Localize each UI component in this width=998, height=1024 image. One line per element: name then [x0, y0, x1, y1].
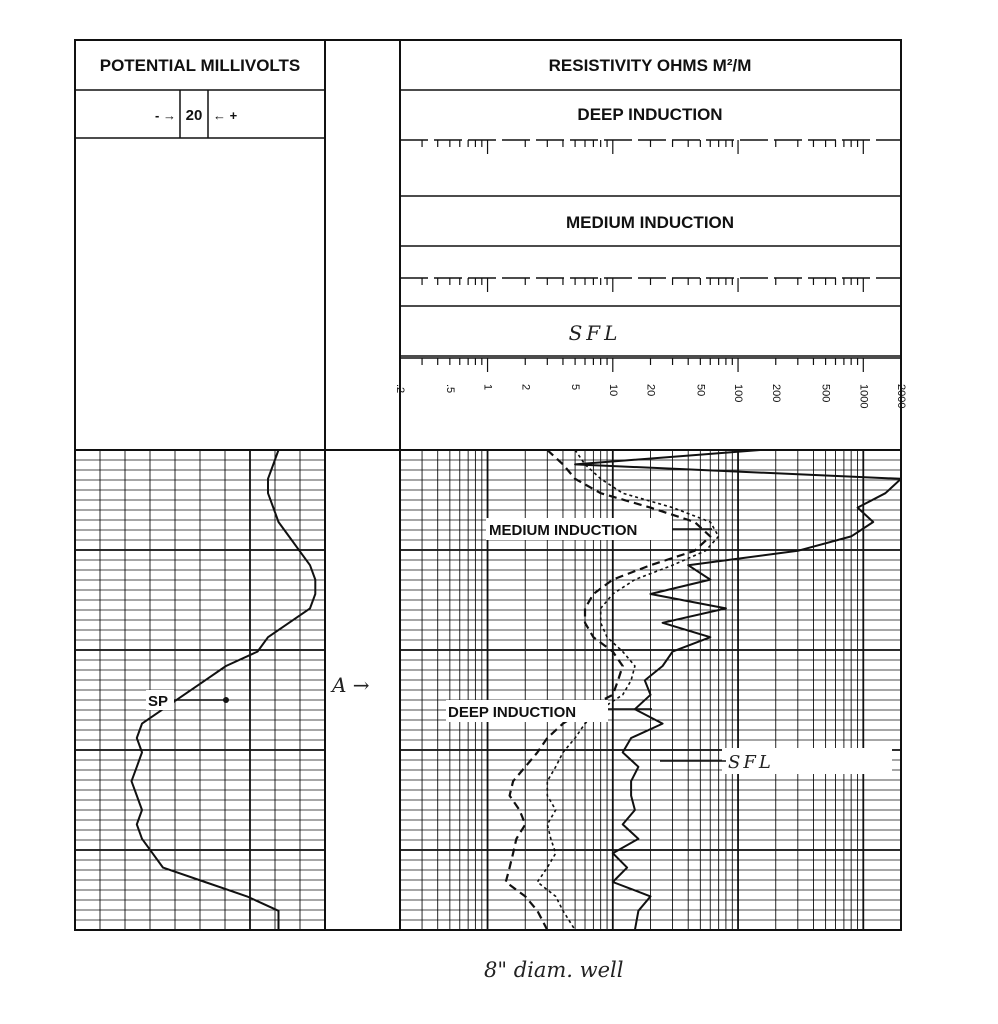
- sp-scale-value: 20: [185, 107, 203, 124]
- sp-grid: [75, 450, 325, 930]
- tick-label: 200: [769, 384, 782, 403]
- scale-bars: [400, 140, 901, 372]
- tick-label: 2: [519, 384, 532, 391]
- sp-scale-plus: ← +: [213, 108, 238, 123]
- medium-induction-label: MEDIUM INDUCTION: [489, 522, 638, 539]
- sp-scale-minus: - →: [155, 108, 176, 123]
- resistivity-track-header: RESISTIVITY OHMS M²/M: [548, 56, 752, 75]
- tick-label: 500: [819, 384, 832, 403]
- sfl-label: SFL: [728, 752, 774, 773]
- tick-label: 5: [569, 384, 582, 391]
- tick-label: 2000: [895, 384, 908, 409]
- deep-induction-subheader: DEEP INDUCTION: [577, 105, 723, 124]
- tick-label: 100: [732, 384, 745, 403]
- tick-label: .2: [394, 384, 407, 394]
- tick-labels: [394, 384, 907, 408]
- depth-marker-a: A →: [332, 673, 370, 697]
- sp-label: SP: [148, 693, 169, 710]
- tick-label: .5: [443, 384, 456, 394]
- sfl-subheader: SFL: [568, 321, 622, 345]
- curve-annotations: [146, 518, 892, 774]
- deep-induction-label: DEEP INDUCTION: [448, 704, 577, 721]
- tick-label: 1: [481, 384, 494, 391]
- sp-track-header: POTENTIAL MILLIVOLTS: [99, 56, 301, 75]
- tick-label: 50: [694, 384, 707, 397]
- tick-label: 1000: [857, 384, 870, 409]
- caption: 8" diam. well: [484, 958, 624, 982]
- tick-label: 20: [644, 384, 657, 397]
- tick-label: 10: [606, 384, 619, 397]
- medium-induction-subheader: MEDIUM INDUCTION: [565, 213, 735, 232]
